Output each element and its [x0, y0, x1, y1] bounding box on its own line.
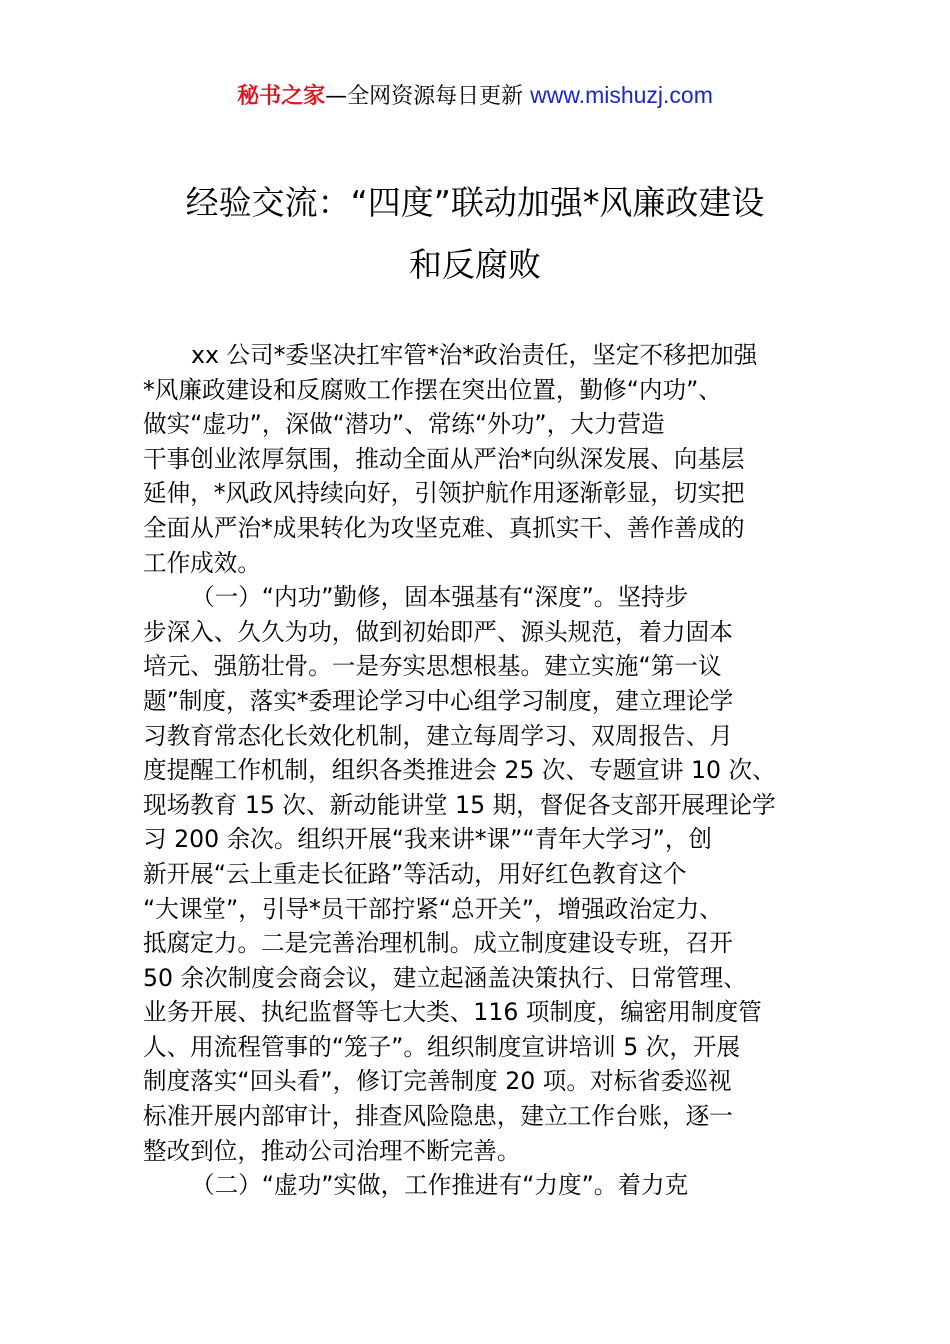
- body-line: 干事创业浓厚氛围，推动全面从严治*向纵深发展、向基层: [143, 444, 745, 473]
- body-line: 新开展“云上重走长征路”等活动，用好红色教育这个: [143, 859, 687, 888]
- title-line: 经验交流：“四度”联动加强*风廉政建设: [185, 183, 765, 222]
- document-title: [110, 172, 840, 296]
- body-line: 题”制度，落实*委理论学习中心组学习制度，建立理论学: [143, 686, 734, 715]
- body-line: （一）“内功”勤修，固本强基有“深度”。坚持步: [191, 583, 689, 612]
- body-line: *风廉政建设和反腐败工作摆在突出位置，勤修“内功”、: [143, 375, 722, 404]
- site-tagline: —全网资源每日更新: [325, 84, 531, 109]
- site-header: [0, 78, 950, 114]
- body-line: 工作成效。: [143, 548, 261, 577]
- body-line: 度提醒工作机制，组织各类推进会 25 次、专题宣讲 10 次、: [143, 756, 776, 785]
- body-line: 业务开展、执纪监督等七大类、116 项制度，编密用制度管: [143, 998, 762, 1027]
- body-line: 整改到位，推动公司治理不断完善。: [143, 1136, 521, 1165]
- body-line: 步深入、久久为功，做到初始即严、源头规范，着力固本: [143, 617, 733, 646]
- body-line: 50 余次制度会商会议，建立起涵盖决策执行、日常管理、: [143, 963, 747, 992]
- site-url[interactable]: www.mishuzj.com: [530, 82, 713, 108]
- body-line: 延伸，*风政风持续向好，引领护航作用逐渐彰显，切实把: [143, 479, 745, 508]
- body-line: 做实“虚功”，深做“潜功”、常练“外功”，大力营造: [143, 410, 665, 439]
- body-line: xx 公司*委坚决扛牢管*治*政治责任，坚定不移把加强: [191, 341, 758, 369]
- site-brand: 秘书之家: [237, 84, 326, 109]
- body-line: 抵腐定力。二是完善治理机制。成立制度建设专班，召开: [143, 929, 733, 958]
- body-line: 全面从严治*成果转化为攻坚克难、真抓实干、善作善成的: [143, 513, 745, 542]
- body-line: （二）“虚功”实做，工作推进有“力度”。着力克: [191, 1171, 689, 1200]
- body-line: 制度落实“回头看”，修订完善制度 20 项。对标省委巡视: [143, 1067, 732, 1096]
- body-line: 人、用流程管事的“笼子”。组织制度宣讲培训 5 次，开展: [143, 1032, 741, 1061]
- body-line: 习教育常态化长效化机制，建立每周学习、双周报告、月: [143, 721, 733, 750]
- body-line: “大课堂”，引导*员干部拧紧“总开关”，增强政治定力、: [143, 894, 723, 923]
- body-line: 标准开展内部审计，排查风险隐患，建立工作台账，逐一: [143, 1102, 733, 1131]
- title-line: 和反腐败: [409, 245, 541, 284]
- body-line: 现场教育 15 次、新动能讲堂 15 期，督促各支部开展理论学: [143, 790, 776, 819]
- document-body: [143, 338, 808, 1203]
- body-line: 习 200 余次。组织开展“我来讲*课”“青年大学习”，创: [143, 825, 713, 854]
- body-line: 培元、强筋壮骨。一是夯实思想根基。建立实施“第一议: [143, 652, 722, 681]
